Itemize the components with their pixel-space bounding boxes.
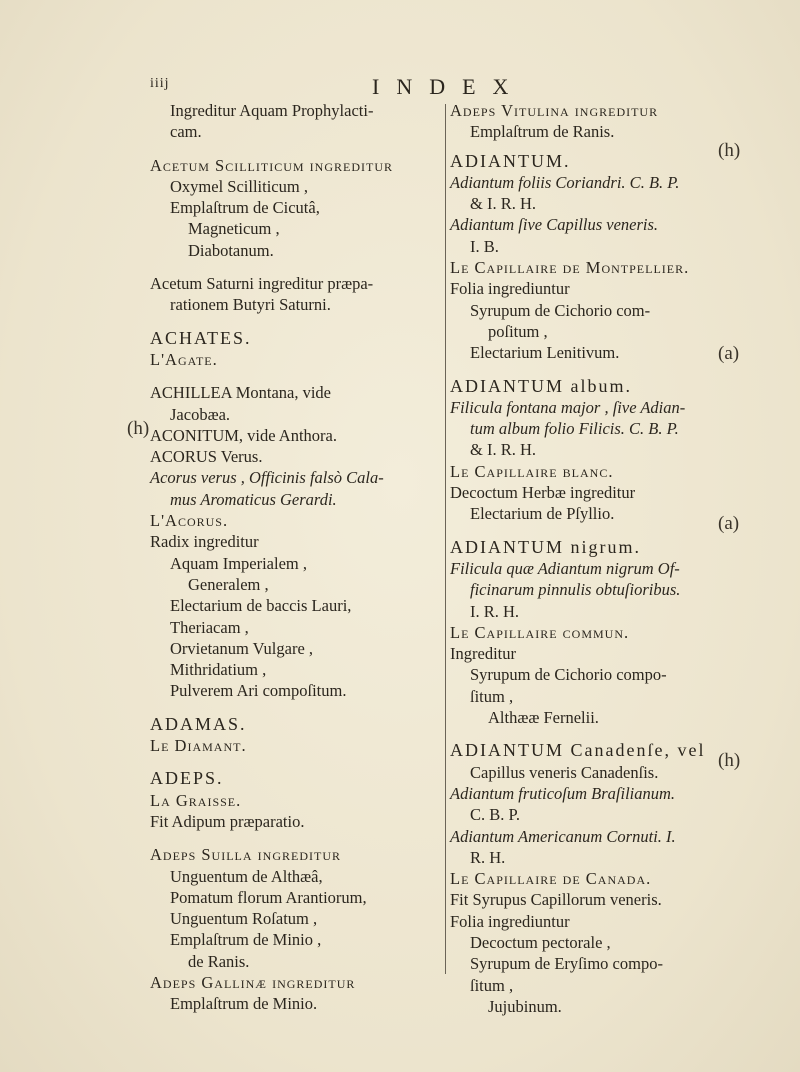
text-line: ADIANTUM. bbox=[450, 150, 571, 171]
text-line: Pulverem Ari compoſitum. bbox=[170, 681, 347, 701]
spacer bbox=[150, 756, 445, 768]
text-line: Generalem , bbox=[188, 574, 269, 594]
right-column bbox=[450, 100, 705, 1017]
spacer bbox=[450, 728, 705, 740]
text-line: Syrupum de Cichorio compo- bbox=[470, 665, 667, 685]
text-line: Ingreditur Aquam Prophylacti- bbox=[170, 101, 374, 120]
spacer bbox=[150, 370, 445, 382]
text-line: Pomatum florum Arantiorum, bbox=[170, 887, 367, 907]
text-line: ACHILLEA Montana, vide bbox=[150, 383, 332, 403]
text-line: ADEPS. bbox=[150, 768, 224, 789]
text-line: Filicula quæ Adiantum nigrum Of- bbox=[450, 558, 680, 578]
text-line: Syrupum de Cichorio com- bbox=[470, 300, 651, 320]
text-line: Fit Syrupus Capillorum veneris. bbox=[450, 890, 662, 910]
text-line: Adiantum ſive Capillus veneris. bbox=[450, 215, 659, 235]
text-line: cam. bbox=[170, 122, 202, 142]
text-line: Folia ingrediuntur bbox=[450, 279, 570, 299]
text-line: Jujubinum. bbox=[488, 996, 562, 1016]
text-line: ADIANTUM Canadenſe, vel bbox=[450, 740, 706, 761]
text-line: Acetum Saturni ingreditur præpa- bbox=[150, 274, 374, 294]
text-line: Adiantum foliis Coriandri. C. B. P. bbox=[450, 172, 680, 192]
text-line: Mithridatium , bbox=[170, 660, 267, 680]
text-line: Electarium Lenitivum. bbox=[470, 343, 620, 363]
text-line: tum album folio Filicis. C. B. P. bbox=[470, 419, 679, 439]
text-line: ADIANTUM nigrum. bbox=[450, 536, 641, 557]
text-line: Electarium de baccis Lauri, bbox=[170, 596, 352, 616]
text-line: Emplaſtrum de Cicutâ, bbox=[170, 198, 320, 218]
text-line: Emplaſtrum de Minio , bbox=[170, 930, 322, 950]
text-line: de Ranis. bbox=[188, 951, 250, 971]
text-line: Fit Adipum præparatio. bbox=[150, 811, 305, 831]
text-line: I. B. bbox=[470, 236, 499, 256]
text-line: Unguentum Roſatum , bbox=[170, 909, 318, 929]
text-line: Adeps Suilla ingreditur bbox=[150, 845, 341, 865]
text-line: poſitum , bbox=[488, 321, 548, 341]
text-line: Syrupum de Eryſimo compo- bbox=[470, 954, 663, 974]
column-divider bbox=[445, 104, 446, 974]
page-number: iiij bbox=[150, 76, 170, 91]
text-line: Le Capillaire commun. bbox=[450, 622, 630, 642]
margin-note: (h) bbox=[718, 750, 741, 771]
text-line: Adeps Vitulina ingreditur bbox=[450, 101, 659, 120]
text-line: ficinarum pinnulis obtuſioribus. bbox=[470, 580, 681, 600]
spacer bbox=[450, 364, 705, 376]
text-line: & I. R. H. bbox=[470, 440, 536, 460]
text-line: rationem Butyri Saturni. bbox=[170, 295, 331, 315]
running-header bbox=[150, 74, 670, 98]
text-line: Diabotanum. bbox=[188, 240, 274, 260]
text-line: Althææ Fernelii. bbox=[488, 708, 599, 728]
text-line: ACHATES. bbox=[150, 327, 252, 348]
margin-note: (a) bbox=[718, 513, 740, 534]
text-line: C. B. P. bbox=[470, 805, 520, 825]
spacer bbox=[150, 316, 445, 328]
text-line: Acetum Scilliticum ingreditur bbox=[150, 155, 393, 175]
left-column bbox=[150, 100, 445, 1015]
text-line: Oxymel Scilliticum , bbox=[170, 176, 308, 196]
text-line: Le Diamant. bbox=[150, 736, 247, 756]
text-line: Radix ingreditur bbox=[150, 532, 259, 552]
text-line: Adiantum fruticoſum Braſilianum. bbox=[450, 783, 676, 803]
text-line: ACORUS Verus. bbox=[150, 447, 263, 467]
text-line: Emplaſtrum de Minio. bbox=[170, 994, 318, 1014]
text-line: Decoctum pectorale , bbox=[470, 932, 611, 952]
text-line: Theriacam , bbox=[170, 617, 249, 637]
page-title: INDEX bbox=[372, 74, 526, 99]
spacer bbox=[150, 261, 445, 273]
text-line: mus Aromaticus Gerardi. bbox=[170, 489, 337, 509]
text-line: R. H. bbox=[470, 847, 506, 867]
text-line: ſitum , bbox=[470, 975, 514, 995]
text-line: ACONITUM, vide Anthora. bbox=[150, 425, 337, 445]
text-line: Capillus veneris Canadenſis. bbox=[470, 762, 659, 782]
text-line: Decoctum Herbæ ingreditur bbox=[450, 483, 636, 503]
text-line: Orvietanum Vulgare , bbox=[170, 638, 314, 658]
text-line: Magneticum , bbox=[188, 219, 280, 239]
text-line: Filicula fontana major , ſive Adian- bbox=[450, 397, 686, 417]
margin-note: (h) bbox=[718, 140, 741, 161]
text-line: ſitum , bbox=[470, 686, 514, 706]
spacer bbox=[150, 832, 445, 844]
spacer bbox=[150, 143, 445, 155]
text-line: ADAMAS. bbox=[150, 713, 247, 734]
text-line: La Graisse. bbox=[150, 790, 242, 810]
text-line: ADIANTUM album. bbox=[450, 375, 632, 396]
text-line: Jacobæa. bbox=[170, 404, 231, 424]
text-line: Acorus verus , Officinis falsò Cala- bbox=[150, 468, 384, 488]
spacer bbox=[450, 525, 705, 537]
text-line: Le Capillaire de Montpellier. bbox=[450, 258, 690, 278]
margin-note: (h) bbox=[127, 418, 150, 439]
text-line: Emplaſtrum de Ranis. bbox=[470, 122, 615, 142]
text-line: Adiantum Americanum Cornuti. I. bbox=[450, 826, 676, 846]
text-line: L'Agate. bbox=[150, 349, 218, 369]
text-line: Folia ingrediuntur bbox=[450, 911, 570, 931]
text-line: Le Capillaire de Canada. bbox=[450, 869, 652, 889]
margin-note: (a) bbox=[718, 343, 740, 364]
text-line: Adeps Gallinæ ingreditur bbox=[150, 972, 356, 992]
text-line: Electarium de Pſyllio. bbox=[470, 504, 615, 524]
spacer bbox=[450, 143, 705, 151]
spacer bbox=[150, 702, 445, 714]
text-line: I. R. H. bbox=[470, 601, 520, 621]
text-line: Unguentum de Althæâ, bbox=[170, 866, 323, 886]
text-line: Le Capillaire blanc. bbox=[450, 461, 614, 481]
text-line: Ingreditur bbox=[450, 644, 516, 664]
text-line: & I. R. H. bbox=[470, 194, 536, 214]
text-line: L'Acorus. bbox=[150, 511, 229, 531]
text-line: Aquam Imperialem , bbox=[170, 553, 307, 573]
